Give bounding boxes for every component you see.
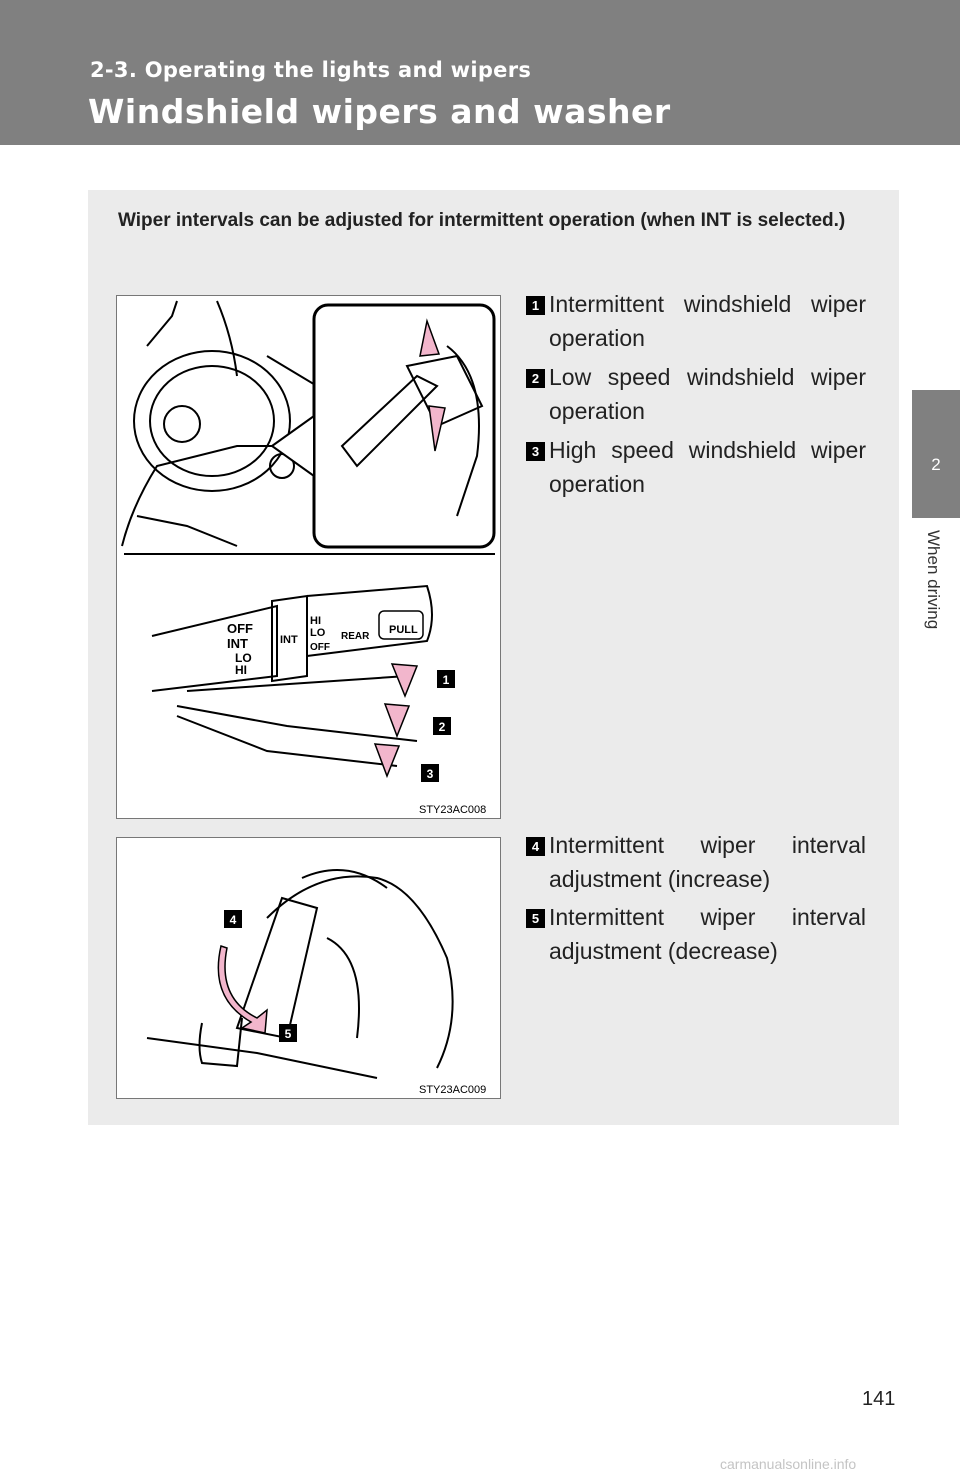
item-number: 2 <box>526 369 545 388</box>
page-number: 141 <box>862 1388 896 1410</box>
chapter-tab: 2 <box>912 390 960 518</box>
page-header <box>0 0 960 145</box>
lever-label-rear: REAR <box>341 631 370 642</box>
item-number: 1 <box>526 296 545 315</box>
item-text: Intermittent wiper interval adjustment (decrease) <box>549 904 866 964</box>
item-text: Intermittent windshield wiper operation <box>549 291 866 351</box>
list-item <box>526 360 866 428</box>
callout-4: 4 <box>229 913 237 927</box>
list-item <box>526 433 866 501</box>
figure-code: STY23AC009 <box>419 1084 487 1096</box>
lever-ring-off: OFF <box>310 642 330 653</box>
list-item <box>526 828 866 896</box>
item-text: High speed windshield wiper operation <box>549 437 866 497</box>
lever-label-hi: HI <box>235 663 247 677</box>
lever-label-pull: PULL <box>389 624 418 636</box>
callout-5: 5 <box>284 1027 292 1041</box>
wiper-lever-illustration <box>117 296 500 818</box>
page-title: Windshield wipers and washer <box>88 92 671 131</box>
figure-wiper-lever <box>116 295 501 819</box>
figure-interval-adjust <box>116 837 501 1099</box>
figure-code: STY23AC008 <box>419 804 487 816</box>
list-item <box>526 287 866 355</box>
callout-2: 2 <box>438 720 446 734</box>
section-heading: 2-3. Operating the lights and wipers <box>90 58 532 82</box>
lever-ring-lo: LO <box>310 627 326 639</box>
lever-label-off: OFF <box>227 621 253 636</box>
callout-1: 1 <box>442 673 450 687</box>
item-number: 4 <box>526 837 545 856</box>
lever-ring-int: INT <box>280 634 298 646</box>
item-text: Intermittent wiper interval adjustment (increase) <box>549 832 866 892</box>
chapter-tab-label: When driving <box>924 530 943 630</box>
item-number: 3 <box>526 442 545 461</box>
lever-ring-hi: HI <box>310 615 321 627</box>
callout-3: 3 <box>426 767 434 781</box>
item-text: Low speed windshield wiper operation <box>549 364 866 424</box>
list-item <box>526 900 866 968</box>
item-number: 5 <box>526 909 545 928</box>
interval-adjust-illustration <box>117 838 500 1098</box>
lever-label-int: INT <box>227 636 248 651</box>
lever-label-lo: LO <box>235 651 252 665</box>
watermark: carmanualsonline.info <box>720 1456 857 1472</box>
intro-text: Wiper intervals can be adjusted for intermittent operation (when INT is selected.) <box>118 210 846 231</box>
